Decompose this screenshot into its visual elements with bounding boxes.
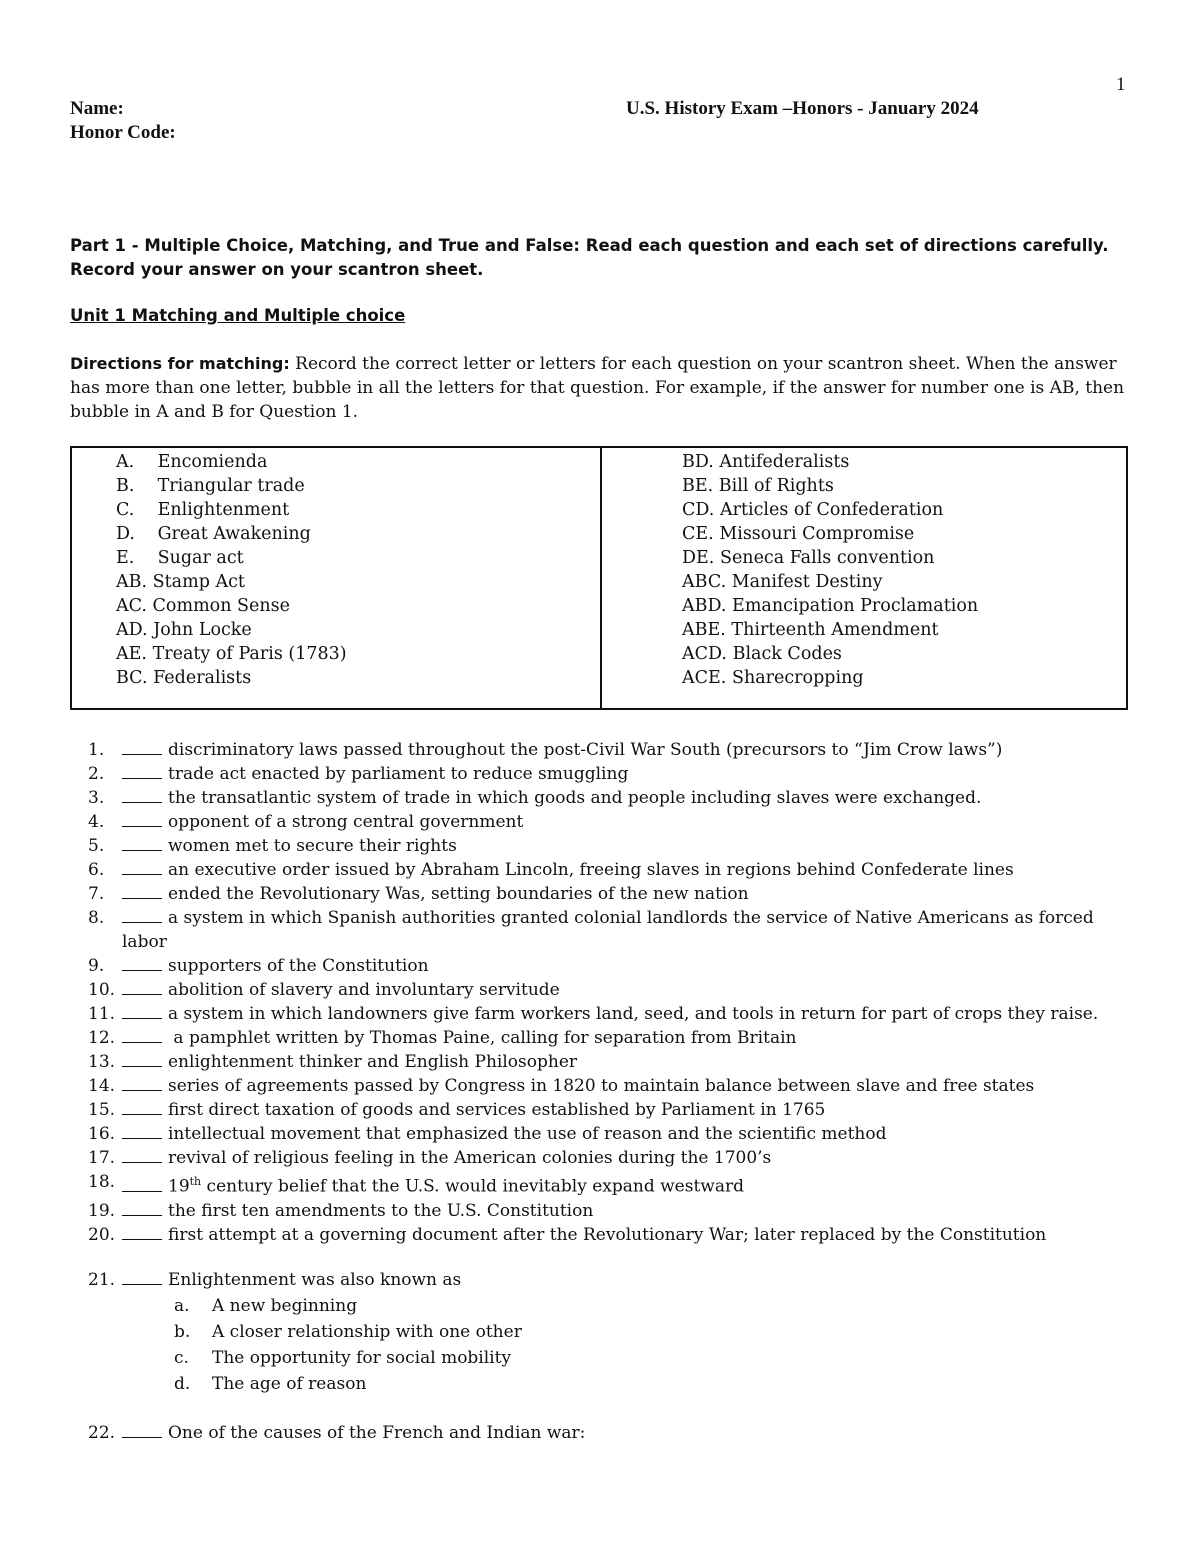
answer-blank xyxy=(122,1270,162,1285)
question-item xyxy=(88,762,1118,786)
matching-term xyxy=(116,570,347,594)
page-number: 1 xyxy=(1116,74,1126,95)
term-text: Common Sense xyxy=(152,596,290,616)
matching-column-left xyxy=(116,450,347,690)
matching-term xyxy=(682,546,978,570)
question-text: the transatlantic system of trade in which goods and people including slaves were exchanged. xyxy=(168,788,982,808)
question-text: a pamphlet written by Thomas Paine, calling for separation from Britain xyxy=(168,1028,797,1048)
question-number: 6. xyxy=(88,860,105,880)
question-text: abolition of slavery and involuntary servitude xyxy=(168,980,560,1000)
term-text: Triangular trade xyxy=(157,476,305,496)
term-text: Treaty of Paris (1783) xyxy=(152,644,347,664)
ordinal-suffix: th xyxy=(189,1175,202,1188)
matching-term xyxy=(116,594,347,618)
answer-blank xyxy=(122,1076,162,1091)
term-letter: A. xyxy=(116,452,135,472)
question-item xyxy=(88,1146,1118,1170)
term-letter: D. xyxy=(116,524,135,544)
answer-blank xyxy=(122,1423,162,1438)
question-text: a system in which landowners give farm workers land, seed, and tools in return for part of crops they raise. xyxy=(168,1004,1099,1024)
answer-blank xyxy=(122,980,162,995)
matching-column-right xyxy=(682,450,978,690)
matching-term xyxy=(682,594,978,618)
matching-questions xyxy=(88,738,1118,1247)
matching-term xyxy=(116,498,347,522)
matching-term xyxy=(116,642,347,666)
question-item xyxy=(88,1122,1118,1146)
term-text: Encomienda xyxy=(157,452,268,472)
answer-blank xyxy=(122,836,162,851)
answer-blank xyxy=(122,1100,162,1115)
question-21-stem xyxy=(88,1267,1118,1293)
directions-lead: Directions for matching: xyxy=(70,354,290,373)
answer-blank xyxy=(122,860,162,875)
question-number: 17. xyxy=(88,1148,116,1168)
column-divider xyxy=(600,448,602,708)
matching-term xyxy=(682,570,978,594)
term-text: Antifederalists xyxy=(719,452,850,472)
answer-blank xyxy=(122,788,162,803)
question-text: first direct taxation of goods and services established by Parliament in 1765 xyxy=(168,1100,826,1120)
question-number: 13. xyxy=(88,1052,116,1072)
answer-blank xyxy=(122,1177,162,1192)
question-number: 14. xyxy=(88,1076,116,1096)
option-text: The opportunity for social mobility xyxy=(212,1348,512,1368)
term-text: Seneca Falls convention xyxy=(719,548,935,568)
answer-blank xyxy=(122,1028,162,1043)
question-22 xyxy=(88,1420,1118,1446)
question-item xyxy=(88,1098,1118,1122)
question-number: 20. xyxy=(88,1224,116,1245)
question-text: supporters of the Constitution xyxy=(168,956,429,976)
question-text: Enlightenment was also known as xyxy=(168,1270,462,1290)
answer-blank xyxy=(122,1225,162,1240)
term-letter: E. xyxy=(116,548,135,568)
part1-instructions: Part 1 - Multiple Choice, Matching, and True and False: Read each question and each set of directions carefully. Record your answer on your scantron sheet. xyxy=(70,236,1109,279)
term-letter: CE. xyxy=(682,524,714,544)
term-letter: B. xyxy=(116,476,135,496)
option-letter: c. xyxy=(174,1348,189,1368)
answer-blank xyxy=(122,764,162,779)
name-label: Name: xyxy=(70,98,124,119)
answer-option xyxy=(88,1319,1118,1345)
term-letter: AB. xyxy=(116,572,148,592)
term-text: John Locke xyxy=(153,620,252,640)
answer-blank xyxy=(122,740,162,755)
question-number: 21. xyxy=(88,1270,116,1290)
term-text: Federalists xyxy=(153,668,252,688)
matching-term xyxy=(682,642,978,666)
term-letter: ACE. xyxy=(682,668,727,688)
answer-blank xyxy=(122,884,162,899)
matching-term xyxy=(682,666,978,690)
question-22-stem xyxy=(88,1420,1118,1446)
question-item xyxy=(88,882,1118,906)
question-text: trade act enacted by parliament to reduce smuggling xyxy=(168,764,629,784)
option-letter: b. xyxy=(174,1322,191,1342)
question-21-options xyxy=(88,1293,1118,1397)
term-text: Bill of Rights xyxy=(718,476,834,496)
term-letter: DE. xyxy=(682,548,715,568)
question-item xyxy=(88,786,1118,810)
question-number: 18. xyxy=(88,1172,116,1192)
question-text: century belief that the U.S. would inevitably expand westward xyxy=(201,1176,744,1197)
question-item xyxy=(88,1170,1118,1199)
term-letter: AD. xyxy=(116,620,148,640)
term-letter: BD. xyxy=(682,452,714,472)
term-text: Articles of Confederation xyxy=(719,500,944,520)
question-number: 5. xyxy=(88,836,105,856)
term-text: Manifest Destiny xyxy=(731,572,883,592)
question-text: revival of religious feeling in the American colonies during the 1700’s xyxy=(168,1148,772,1168)
honor-code-label: Honor Code: xyxy=(70,122,176,143)
question-item xyxy=(88,858,1118,882)
option-letter: d. xyxy=(174,1374,191,1394)
question-text: women met to secure their rights xyxy=(168,836,457,856)
question-text: an executive order issued by Abraham Lincoln, freeing slaves in regions behind Confederate lines xyxy=(168,860,1014,880)
question-text: opponent of a strong central government xyxy=(168,812,524,832)
answer-option xyxy=(88,1293,1118,1319)
question-item xyxy=(88,1199,1118,1223)
question-number: 9. xyxy=(88,956,105,976)
question-text: enlightenment thinker and English Philosopher xyxy=(168,1052,578,1072)
question-text: the first ten amendments to the U.S. Constitution xyxy=(168,1200,594,1221)
matching-term xyxy=(116,618,347,642)
term-text: Missouri Compromise xyxy=(719,524,915,544)
answer-option xyxy=(88,1371,1118,1397)
matching-term xyxy=(682,450,978,474)
answer-blank xyxy=(122,1148,162,1163)
term-letter: CD. xyxy=(682,500,715,520)
question-item xyxy=(88,1026,1118,1050)
option-text: The age of reason xyxy=(212,1374,367,1394)
term-letter: AE. xyxy=(116,644,147,664)
term-text: Sugar act xyxy=(157,548,244,568)
term-text: Sharecropping xyxy=(731,668,864,688)
answer-blank xyxy=(122,1052,162,1067)
option-text: A closer relationship with one other xyxy=(212,1322,522,1342)
question-text: ended the Revolutionary Was, setting boundaries of the new nation xyxy=(168,884,749,904)
answer-blank xyxy=(122,956,162,971)
matching-term xyxy=(682,474,978,498)
question-item xyxy=(88,954,1118,978)
matching-term xyxy=(682,498,978,522)
question-text: series of agreements passed by Congress in 1820 to maintain balance between slave and free states xyxy=(168,1076,1035,1096)
question-text: first attempt at a governing document after the Revolutionary War; later replaced by the Constitution xyxy=(168,1224,1047,1245)
matching-terms-box xyxy=(70,446,1128,710)
question-item xyxy=(88,1050,1118,1074)
question-text: a system in which Spanish authorities granted colonial landlords the service of Native Americans as forced labor xyxy=(122,908,1094,952)
question-text: intellectual movement that emphasized the use of reason and the scientific method xyxy=(168,1124,887,1144)
question-number: 2. xyxy=(88,764,105,784)
option-letter: a. xyxy=(174,1296,190,1316)
question-text-prefix: 19 xyxy=(168,1176,190,1197)
unit1-heading: Unit 1 Matching and Multiple choice xyxy=(70,306,406,325)
question-number: 12. xyxy=(88,1028,116,1048)
term-letter: BE. xyxy=(682,476,714,496)
term-letter: ACD. xyxy=(682,644,727,664)
term-letter: BC. xyxy=(116,668,148,688)
term-text: Black Codes xyxy=(732,644,842,664)
question-item xyxy=(88,1002,1118,1026)
question-number: 22. xyxy=(88,1423,116,1443)
term-letter: ABD. xyxy=(682,596,727,616)
question-21 xyxy=(88,1267,1118,1397)
question-text: discriminatory laws passed throughout the post-Civil War South (precursors to “Jim Crow laws”) xyxy=(168,740,1003,760)
matching-term xyxy=(116,546,347,570)
exam-title: U.S. History Exam –Honors - January 2024 xyxy=(626,98,979,119)
question-item xyxy=(88,810,1118,834)
question-text: One of the causes of the French and Indian war: xyxy=(168,1423,586,1443)
question-item xyxy=(88,834,1118,858)
matching-term xyxy=(116,522,347,546)
term-text: Great Awakening xyxy=(157,524,311,544)
question-number: 16. xyxy=(88,1124,116,1144)
question-number: 1. xyxy=(88,740,105,760)
answer-blank xyxy=(122,812,162,827)
answer-blank xyxy=(122,1201,162,1216)
question-number: 7. xyxy=(88,884,105,904)
question-number: 10. xyxy=(88,980,116,1000)
term-letter: ABE. xyxy=(682,620,726,640)
question-number: 19. xyxy=(88,1200,116,1221)
term-letter: ABC. xyxy=(682,572,727,592)
question-number: 3. xyxy=(88,788,105,808)
question-item xyxy=(88,738,1118,762)
matching-term xyxy=(682,522,978,546)
term-text: Emancipation Proclamation xyxy=(732,596,979,616)
matching-term xyxy=(682,618,978,642)
question-number: 4. xyxy=(88,812,105,832)
question-number: 8. xyxy=(88,908,105,928)
matching-term xyxy=(116,450,347,474)
answer-blank xyxy=(122,1124,162,1139)
term-text: Enlightenment xyxy=(157,500,290,520)
matching-term xyxy=(116,666,347,690)
question-item xyxy=(88,1074,1118,1098)
directions-text: Record the correct letter or letters for each question on your scantron sheet. When the answer has more than one letter, bubble in all the letters for that question. For example, if the answer for number one is AB, then bubble in A and B for Question 1. xyxy=(70,354,1125,422)
question-item xyxy=(88,906,1118,954)
option-text: A new beginning xyxy=(212,1296,358,1316)
question-item xyxy=(88,978,1118,1002)
answer-blank xyxy=(122,1004,162,1019)
term-text: Thirteenth Amendment xyxy=(731,620,939,640)
term-text: Stamp Act xyxy=(152,572,245,592)
question-number: 15. xyxy=(88,1100,116,1120)
question-number: 11. xyxy=(88,1004,116,1024)
question-item xyxy=(88,1223,1118,1247)
term-letter: AC. xyxy=(116,596,147,616)
answer-blank xyxy=(122,908,162,923)
answer-option xyxy=(88,1345,1118,1371)
matching-term xyxy=(116,474,347,498)
matching-directions xyxy=(70,352,1130,424)
term-letter: C. xyxy=(116,500,135,520)
